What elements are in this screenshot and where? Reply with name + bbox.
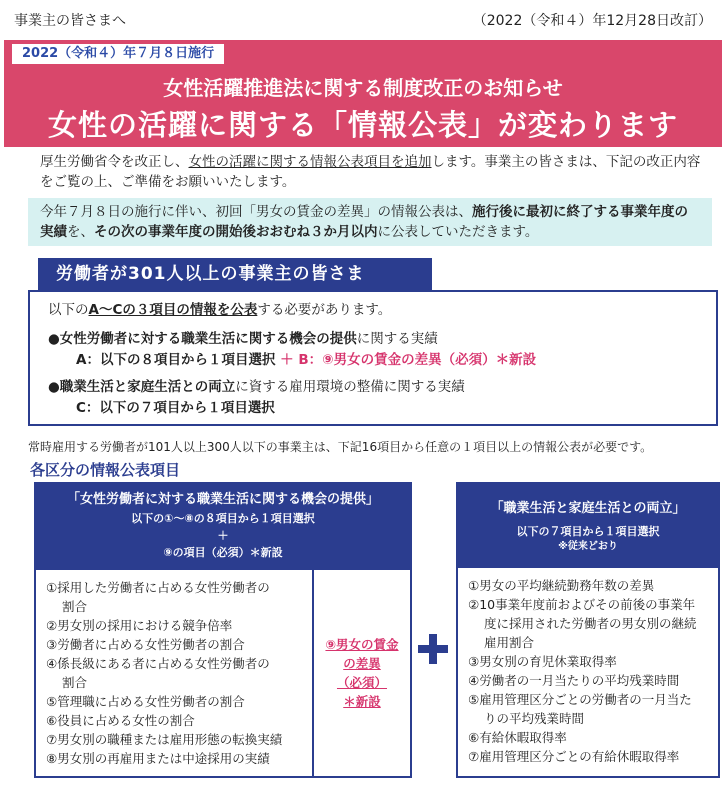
list-item: ①男女の平均継続勤務年数の差異 <box>468 578 655 593</box>
lead-underlined: A～Cの３項目の情報を公表 <box>88 302 258 318</box>
top-line <box>14 6 712 30</box>
list-item: ⑤雇用管理区分ごとの労働者の一月当た <box>468 692 692 707</box>
list-item: ④係長級にある者に占める女性労働者の <box>46 656 270 671</box>
list-item: ③労働者に占める女性労働者の割合 <box>46 637 245 652</box>
intro-text-1: 厚生労働省令を改正し、 <box>40 154 189 170</box>
categories-title: 各区分の情報公表項目 <box>30 461 181 479</box>
hero-title: 女性の活躍に関する「情報公表」が変わります <box>47 108 678 142</box>
notice-bold-2: その次の事業年度の開始後おおむね３か月以内 <box>94 224 378 240</box>
right-head-line2: 以下の７項目から１項目選択 <box>516 525 660 538</box>
list-item: りの平均残業時間 <box>484 711 585 726</box>
lead-post: する必要があります。 <box>257 302 392 318</box>
item1-bold: ●女性労働者に対する職業生活に関する機会の提供 <box>48 331 357 347</box>
left-panel-header <box>36 484 410 570</box>
notice-text-3: に公表していただきます。 <box>377 224 539 240</box>
intro-text-2: します。事業主の皆さまは、下記の改正内容をご覧の上、ご準備をお願いいたします。 <box>40 154 701 190</box>
section-header: 労働者が301人以上の事業主の皆さま <box>38 258 432 290</box>
item1-sub-b: ＋ B：⑨男女の賃金の差異（必須）＊新設 <box>280 352 537 368</box>
list-item: ⑥有給休暇取得率 <box>468 730 567 745</box>
required-item-cell <box>312 570 410 776</box>
list-item: ⑤管理職に占める女性労働者の割合 <box>46 694 245 709</box>
item1-line <box>48 329 698 350</box>
hero-banner <box>4 40 722 147</box>
item1-sub-a: A：以下の８項目から１項目選択 <box>76 352 276 368</box>
right-head-title: 「職業生活と家庭生活との両立」 <box>490 501 686 516</box>
required-line: （必須） <box>336 675 387 690</box>
notice-text-1: 今年７月８日の施行に伴い、初回「男女の賃金の差異」の情報公表は、 <box>40 204 472 220</box>
intro-underlined: 女性の活躍に関する情報公表項目を追加 <box>188 154 432 170</box>
list-item: 割合 <box>62 675 88 690</box>
item2-bold: ●職業生活と家庭生活との両立 <box>48 379 236 395</box>
left-head-plus: ＋ <box>217 529 229 542</box>
required-line: の差異 <box>343 656 381 671</box>
lead-pre: 以下の <box>48 302 89 318</box>
list-item: ④労働者の一月当たりの平均残業時間 <box>468 673 680 688</box>
list-item: ⑦男女別の職種または雇用形態の転換実績 <box>46 732 283 747</box>
section-box <box>28 290 718 426</box>
item1-sub <box>48 350 698 371</box>
left-item-list <box>36 570 312 768</box>
list-item: ⑦雇用管理区分ごとの有給休暇取得率 <box>468 749 680 764</box>
right-panel-header <box>458 484 718 568</box>
list-item: ③男女別の育児休業取得率 <box>468 654 617 669</box>
small-employer-note: 常時雇用する労働者が101人以上300人以下の事業主は、下記16項目から任意の１項目以上の情報公表が必要です。 <box>28 440 653 454</box>
required-line: ⑨男女の賃金 <box>325 637 399 652</box>
right-head-note: ※従来どおり <box>558 541 618 552</box>
item2-sub: C：以下の７項目から１項目選択 <box>76 400 275 416</box>
list-item: ②10事業年度前およびその前後の事業年 <box>468 597 696 612</box>
list-item: ①採用した労働者に占める女性労働者の <box>46 580 270 595</box>
intro-paragraph <box>40 152 710 192</box>
section-lead <box>48 300 698 321</box>
notice-bold-1: 施行後に最初に終了する事業年度の実績 <box>40 204 688 240</box>
notice-box <box>28 198 712 246</box>
left-head-line2: 以下の①～⑧の８項目から１項目選択 <box>131 512 315 525</box>
revision-date: （2022（令和４）年12月28日改訂） <box>472 13 712 29</box>
left-head-title: 「女性労働者に対する職業生活に関する機会の提供」 <box>66 492 379 507</box>
item1-rest: に関する実績 <box>356 331 438 347</box>
left-panel <box>34 482 412 778</box>
left-panel-body <box>36 570 410 776</box>
effective-date-badge: 2022（令和４）年７月８日施行 <box>12 44 224 64</box>
right-panel <box>456 482 720 778</box>
notice-text-2: を、 <box>67 224 94 240</box>
list-item: 雇用割合 <box>484 635 535 650</box>
item2-line <box>48 377 698 398</box>
plus-icon <box>418 634 448 664</box>
item2-rest: に資する雇用環境の整備に関する実績 <box>235 379 465 395</box>
left-head-line4: ⑨の項目（必須）＊新設 <box>163 546 283 559</box>
hero-subtitle: 女性活躍推進法に関する制度改正のお知らせ <box>163 76 563 100</box>
required-line: ＊新設 <box>343 694 381 709</box>
list-item: 度に採用された労働者の男女別の継続 <box>484 616 697 631</box>
list-item: ②男女別の採用における競争倍率 <box>46 618 233 633</box>
right-item-list <box>458 568 718 766</box>
list-item: 割合 <box>62 599 88 614</box>
audience-label: 事業主の皆さまへ <box>14 13 126 29</box>
list-item: ⑧男女別の再雇用または中途採用の実績 <box>46 751 270 766</box>
list-item: ⑥役員に占める女性の割合 <box>46 713 195 728</box>
